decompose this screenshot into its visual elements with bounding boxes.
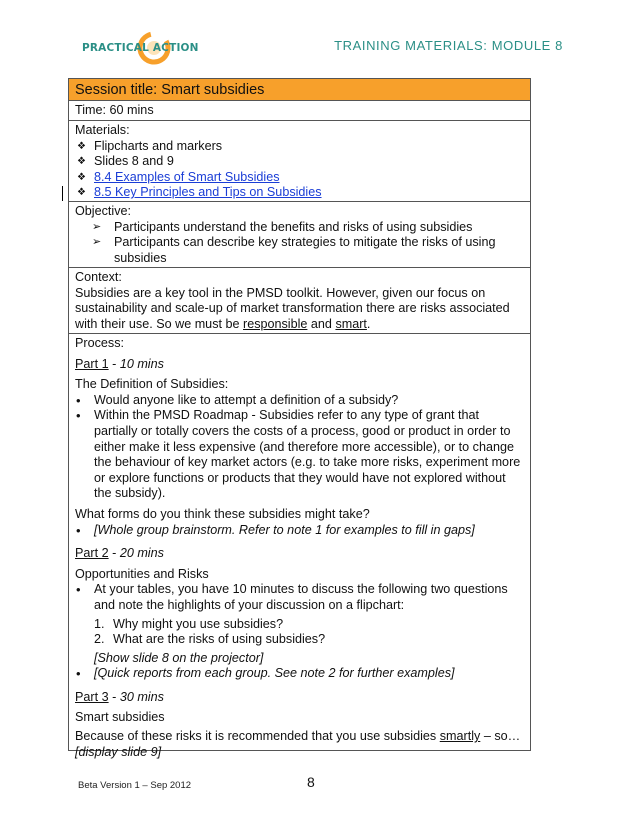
link-examples-smart-subsidies[interactable]: 8.4 Examples of Smart Subsidies xyxy=(94,169,280,184)
diamond-bullet-icon: ❖ xyxy=(77,187,86,199)
materials-label: Materials: xyxy=(75,123,130,137)
part2-questions xyxy=(75,617,524,648)
list-item: 2. What are the risks of using subsidies? xyxy=(94,632,326,647)
list-item: • Would anyone like to attempt a definition of a subsidy? xyxy=(76,392,399,408)
page-number: 8 xyxy=(307,774,315,790)
context-row xyxy=(69,268,530,334)
part3-subheading: Smart subsidies xyxy=(75,710,165,725)
arrow-bullet-icon: ➢ xyxy=(92,236,102,249)
materials-list xyxy=(75,139,524,201)
part1-heading: Part 1 - 10 mins xyxy=(75,356,164,371)
diamond-bullet-icon: ❖ xyxy=(77,140,86,152)
footer-version: Beta Version 1 – Sep 2012 xyxy=(78,780,192,791)
diamond-bullet-icon: ❖ xyxy=(77,156,86,168)
list-item: ❖ Flipcharts and markers xyxy=(77,138,223,153)
bullet-icon: • xyxy=(76,666,81,682)
session-time: Time: 60 mins xyxy=(75,103,154,117)
session-title: Session title: Smart subsidies xyxy=(75,82,265,98)
part2-show-slide: [Show slide 8 on the projector] xyxy=(94,650,264,665)
bullet-icon: • xyxy=(76,582,81,598)
session-title-row xyxy=(69,79,530,101)
part1-question: What forms do you think these subsidies might take? xyxy=(75,506,370,521)
bullet-icon: • xyxy=(76,408,81,424)
part2-list xyxy=(75,582,524,613)
list-item: • Within the PMSD Roadmap - Subsidies refer to any type of grant that partially or totally covers the costs of a process, good or product in order to either make it less expensive (and therefore more accessible), or to change the behaviour of key market actors (e.g. to take more risks, experiment more or explore functions or products that they would have not explored without the subsidy). xyxy=(76,408,521,501)
materials-row xyxy=(69,121,530,202)
context-text: Subsidies are a key tool in the PMSD toolkit. However, given our focus on sustainability and scale-up of market transformation there are risks associated with their use. So we must be responsible and smart. xyxy=(75,285,510,331)
list-item xyxy=(75,170,524,186)
list-item xyxy=(75,185,524,201)
list-item: • [Whole group brainstorm. Refer to note 1 for examples to fill in gaps] xyxy=(76,522,475,538)
part1-list xyxy=(75,393,524,502)
diamond-bullet-icon: ❖ xyxy=(77,171,86,183)
module-header: TRAINING MATERIALS: MODULE 8 xyxy=(334,38,563,53)
part3-heading: Part 3 - 30 mins xyxy=(75,689,164,704)
list-item: ➢ Participants understand the benefits and risks of using subsidies xyxy=(92,219,473,234)
part3-text: Because of these risks it is recommended that you use subsidies smartly – so… xyxy=(75,729,521,744)
objective-row xyxy=(69,202,530,268)
process-row xyxy=(69,334,530,762)
part3-display-slide: [display slide 9] xyxy=(75,744,162,759)
arrow-bullet-icon: ➢ xyxy=(92,220,102,233)
practical-action-logo xyxy=(82,28,199,70)
context-label: Context: xyxy=(75,270,122,284)
part1-subheading: The Definition of Subsidies: xyxy=(75,377,229,392)
list-item: ➢ Participants can describe key strategies to mitigate the risks of using subsidies xyxy=(92,235,496,265)
part1-note-list xyxy=(75,523,524,539)
list-item: • At your tables, you have 10 minutes to discuss the following two questions and note the highlights of your discussion on a flipchart: xyxy=(76,582,508,612)
list-item: ❖ Slides 8 and 9 xyxy=(77,154,174,169)
objective-list xyxy=(75,220,524,267)
bullet-icon: • xyxy=(76,522,81,538)
process-label: Process: xyxy=(75,336,124,350)
bullet-icon: • xyxy=(76,392,81,408)
part2-subheading: Opportunities and Risks xyxy=(75,566,209,581)
objective-label: Objective: xyxy=(75,204,131,218)
change-bar xyxy=(62,186,63,201)
list-item: • [Quick reports from each group. See note 2 for further examples] xyxy=(76,666,455,682)
list-item: 1. Why might you use subsidies? xyxy=(94,616,284,631)
logo-text: PRACTICAL ACTION xyxy=(82,42,199,54)
time-row xyxy=(69,101,530,121)
part2-heading: Part 2 - 20 mins xyxy=(75,546,164,561)
part2-reports-list xyxy=(75,666,524,682)
link-key-principles-subsidies[interactable]: 8.5 Key Principles and Tips on Subsidies xyxy=(94,185,322,200)
session-plan-table xyxy=(68,78,531,759)
